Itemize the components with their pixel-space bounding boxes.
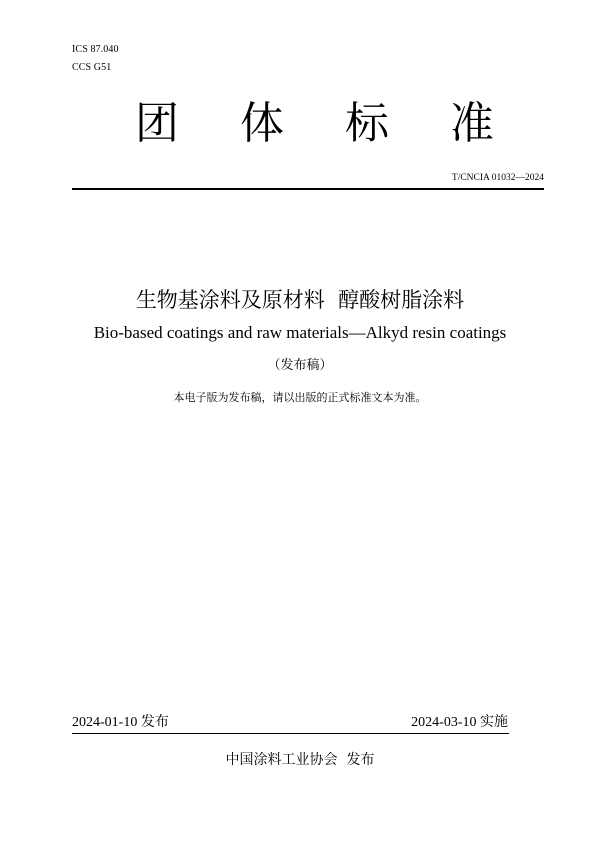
publisher: 中国涂料工业协会 发布 <box>225 752 375 768</box>
header-title-char: 准 <box>450 98 494 149</box>
document-title-english: Bio-based coatings and raw materials—Alkyd resin coatings <box>93 323 507 342</box>
ics-code: ICS 87.040 <box>72 44 119 55</box>
header-title-char: 团 <box>135 98 179 149</box>
draft-status-label: （发布稿） <box>267 358 333 373</box>
implementation-date: 2024-03-10 实施 <box>411 715 508 730</box>
release-date: 2024-01-10 发布 <box>72 715 169 730</box>
header-title-char: 体 <box>240 98 284 149</box>
edition-note: 本电子版为发布稿，请以出版的正式标准文本为准。 <box>173 391 427 404</box>
header-title-char: 标 <box>345 98 389 149</box>
ccs-code: CCS G51 <box>72 62 112 73</box>
document-title-chinese: 生物基涂料及原材料 醇酸树脂涂料 <box>135 288 465 312</box>
footer-divider <box>72 733 509 734</box>
standard-number: T/CNCIA 01032—2024 <box>451 173 544 183</box>
header-divider <box>72 188 544 190</box>
